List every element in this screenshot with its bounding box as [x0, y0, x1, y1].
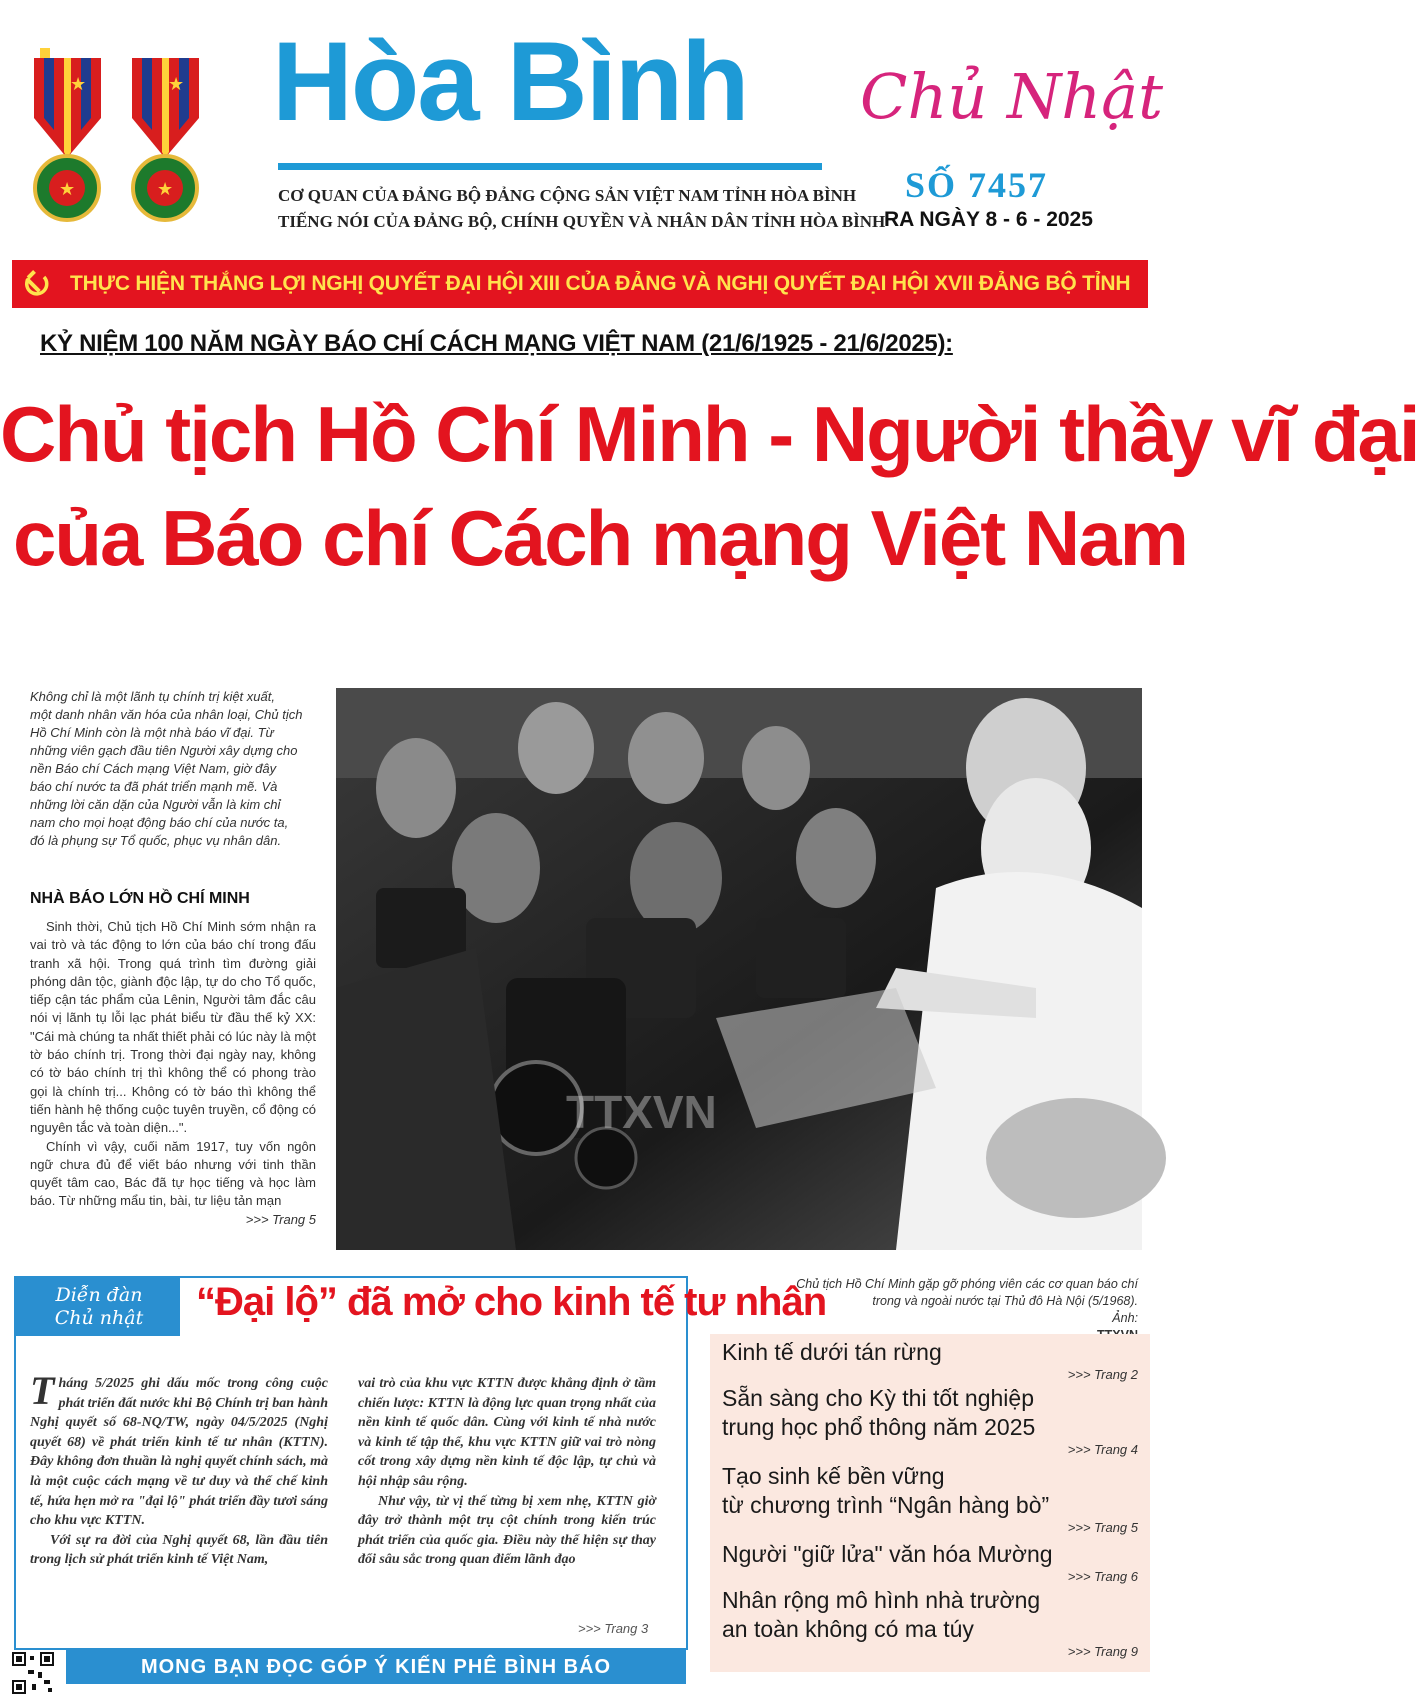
anniversary-kicker: KỶ NIỆM 100 NĂM NGÀY BÁO CHÍ CÁCH MẠNG VIỆT NAM (21/6/1925 - 21/6/2025): [40, 330, 953, 357]
medal-emblem-left [30, 48, 105, 228]
forum-column-1: Tháng 5/2025 ghi dấu mốc trong công cuộc phát triển đất nước khi Bộ Chính trị ban hành Nghị quyết số 68-NQ/TW, ngày 04/5/2025 (Nghị quyết 68) về phát triển kinh tế tư nhân (KTTN). Đây không đơn thuần là nghị quyết chính sách, mà là một cuộc cách mạng về tư duy và thể chế kinh tế, hứa hẹn mở ra "đại lộ" phát triển đầy tươi sáng cho khu vực KTTN. Với sự ra đời của Nghị quyết 68, lần đầu tiên trong lịch sử phát triển kinh tế Việt Nam, [30, 1368, 328, 1568]
photo-watermark: TTXVN [566, 1086, 717, 1138]
svg-text:★: ★ [168, 74, 185, 95]
newspaper-brand: Hòa Bình [272, 19, 748, 144]
index-page-ref: >>> Trang 5 [1067, 1520, 1138, 1535]
main-headline[interactable] [0, 382, 1419, 590]
section-heading: NHÀ BÁO LỚN HỒ CHÍ MINH [30, 890, 250, 907]
masthead-subtitle-2: TIẾNG NÓI CỦA ĐẢNG BỘ, CHÍNH QUYỀN VÀ NHÂN DÂN TỈNH HÒA BÌNH [278, 212, 886, 231]
index-page-ref: >>> Trang 9 [1067, 1644, 1138, 1659]
forum-title[interactable]: “Đại lộ” đã mở cho kinh tế tư nhân [196, 1280, 827, 1324]
photo-credit: Ảnh: [1112, 1311, 1138, 1325]
photo-caption: Chủ tịch Hồ Chí Minh gặp gỡ phóng viên các cơ quan báo chí trong và ngoài nước tại Thủ đô Hà Nội (5/1968). Ảnh: [680, 1276, 1138, 1344]
index-page-ref: >>> Trang 4 [1067, 1442, 1138, 1457]
index-item[interactable]: Sẵn sàng cho Kỳ thi tốt nghiệp trung học phổ thông năm 2025 >>> Trang 4 [722, 1385, 1138, 1457]
qr-code-icon[interactable] [12, 1652, 54, 1694]
index-page-ref: >>> Trang 2 [1067, 1367, 1138, 1382]
slogan-text: THỰC HIỆN THẮNG LỢI NGHỊ QUYẾT ĐẠI HỘI XIII CỦA ĐẢNG VÀ NGHỊ QUYẾT ĐẠI HỘI XVII ĐẢNG BỘ TỈNH [70, 272, 1131, 295]
index-item[interactable]: Kinh tế dưới tán rừng >>> Trang 2 [722, 1339, 1138, 1382]
hammer-sickle-icon [22, 270, 52, 300]
svg-text:★: ★ [70, 74, 87, 95]
lead-paragraph: Không chỉ là một lãnh tụ chính trị kiệt xuất, một danh nhân văn hóa của nhân loại, Chủ tịch Hồ Chí Minh còn là một nhà báo vĩ đại. Từ những viên gạch đầu tiên Người xây dựng cho nền Báo chí Cách mạng Việt Nam, giờ đây báo chí nước ta đã phát triển mạnh mẽ. Và những lời căn dặn của Người vẫn là kim chỉ nam cho mọi hoạt động báo chí của nước ta, đó là phụng sự Tổ quốc, phục vụ nhân dân. [30, 689, 303, 848]
masthead-subtitle-1: CƠ QUAN CỦA ĐẢNG BỘ ĐẢNG CỘNG SẢN VIỆT NAM TỈNH HÒA BÌNH [278, 186, 857, 205]
issue-date: RA NGÀY 8 - 6 - 2025 [884, 208, 1093, 231]
index-page-ref: >>> Trang 6 [1067, 1569, 1138, 1584]
brand-rule [278, 163, 822, 170]
index-item[interactable]: Người "giữ lửa" văn hóa Mường >>> Trang 6 [722, 1541, 1138, 1584]
edition-label: Chủ Nhật [860, 60, 1164, 133]
headline-line-2: của Báo chí Cách mạng Việt Nam [13, 494, 1187, 582]
headline-line-1: Chủ tịch Hồ Chí Minh - Người thầy vĩ đại [0, 390, 1419, 478]
article-paragraph-2: Chính vì vậy, cuối năm 1917, tuy vốn ngôn ngữ chưa đủ để viết báo nhưng với tinh thần quyết tâm cao, Bác đã tự học tiếng và học làm báo. Từ những mẩu tin, bài, tư liệu tản mạn [30, 1138, 316, 1209]
medal-emblem-right [128, 48, 203, 228]
index-item[interactable]: Tạo sinh kế bền vững từ chương trình “Ngân hàng bò” >>> Trang 5 [722, 1463, 1138, 1535]
forum-tag-label: Diễn đàn Chủ nhật [54, 1284, 144, 1329]
svg-text:★: ★ [157, 179, 174, 200]
lead-photo [336, 688, 1142, 1250]
issue-number: SỐ 7457 [905, 165, 1049, 205]
feedback-bar: MONG BẠN ĐỌC GÓP Ý KIẾN PHÊ BÌNH BÁO [66, 1650, 686, 1684]
svg-text:★: ★ [59, 179, 76, 200]
forum-column-2: vai trò của khu vực KTTN được khẳng định ở tầm chiến lược: KTTN là động lực quan trọng nhất của nền kinh tế quốc dân. Cùng với kinh tế nhà nước và kinh tế tập thể, khu vực KTTN giữ vai trò nòng cốt trong xây dựng nền kinh tế độc lập, tự chủ và hội nhập sâu rộng. Như vậy, từ vị thế từng bị xem nhẹ, KTTN giờ đây trở thành một trụ cột chính trong kiến trúc phát triển của quốc gia. Điều này thể hiện sự thay đổi sâu sắc trong quan điểm lãnh đạo [358, 1376, 656, 1568]
index-item[interactable]: Nhân rộng mô hình nhà trường an toàn không có ma túy >>> Trang 9 [722, 1587, 1138, 1659]
forum-continued-link[interactable]: >>> Trang 3 [578, 1621, 649, 1636]
article-paragraph-1: Sinh thời, Chủ tịch Hồ Chí Minh sớm nhận ra vai trò và tác động to lớn của báo chí trong đấu tranh xã hội. Trong quá trình tìm đường giải phóng dân tộc, giành độc lập, tự do cho Tổ quốc, tiếp cận tác phẩm của Lênin, Người tâm đắc câu nói vị lãnh tụ lỗi lạc phát biểu từ đầu thế kỷ XX: "Cái mà chúng ta nhất thiết phải có lúc này là một tờ báo chính trị. Trong thời đại ngày nay, không có tờ báo chính trị thì không thể có phong trào gọi là chính trị... Không có tờ báo thì không thể tiến hành hệ thống cuộc tuyên truyền, cổ động có nguyên tắc và toàn diện...". [30, 919, 316, 1136]
drop-cap: T [30, 1368, 55, 1413]
continued-link[interactable]: >>> Trang 5 [245, 1211, 316, 1227]
article-body [30, 918, 316, 1229]
